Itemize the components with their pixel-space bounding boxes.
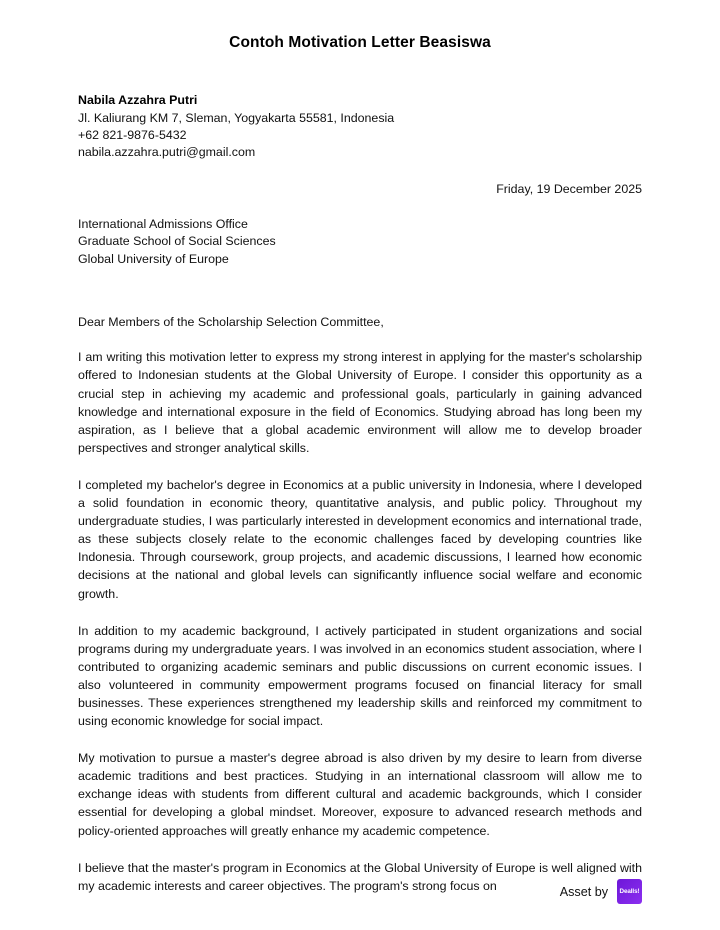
page-title: Contoh Motivation Letter Beasiswa	[229, 34, 491, 51]
sender-block	[78, 92, 642, 162]
sender-email: nabila.azzahra.putri@gmail.com	[78, 145, 256, 160]
letter-body	[78, 348, 642, 894]
sender-address: Jl. Kaliurang KM 7, Sleman, Yogyakarta 55581, Indonesia	[78, 111, 395, 125]
body-paragraph: In addition to my academic background, I actively participated in student organizations and social programs during my undergraduate years. I was involved in an economics student association, where I contributed to organizing academic seminars and public discussions on current economic issues. I also volunteered in community empowerment programs focused on financial literacy for small businesses. These experiences strengthened my leadership skills and reinforced my commitment to using economic knowledge for social impact.	[78, 623, 642, 729]
recipient-line-2: Graduate School of Social Sciences	[78, 234, 276, 249]
dealls-logo-icon	[617, 879, 642, 904]
body-paragraph: My motivation to pursue a master's degree abroad is also driven by my desire to learn from diverse academic traditions and best practices. Studying in an international classroom will allow me to exchange ideas with students from different cultural and academic backgrounds, which I consider essential for developing a global mindset. Moreover, exposure to advanced research methods and policy-oriented approaches will greatly enhance my academic competence.	[78, 751, 642, 838]
footer-attribution	[560, 879, 642, 904]
recipient-block	[78, 216, 642, 269]
body-paragraph: I am writing this motivation letter to express my strong interest in applying for the master's scholarship offered to Indonesian students at the Global University of Europe. I consider this opportunity as a crucial step in achieving my academic and professional goals, particularly in gaining advanced knowledge and international exposure in the field of Economics. Studying abroad has long been my aspiration, as I believe that a global academic environment will allow me to develop broader perspectives and stronger analytical skills.	[78, 350, 642, 455]
sender-phone: +62 821-9876-5432	[78, 128, 187, 143]
recipient-line-1: International Admissions Office	[78, 216, 248, 231]
letter-date: Friday, 19 December 2025	[496, 181, 642, 196]
body-paragraph: I believe that the master's program in Economics at the Global University of Europe is well aligned with my academic interests and career objectives. The program's strong focus on	[78, 860, 642, 893]
footer-label: Asset by	[559, 884, 608, 899]
salutation: Dear Members of the Scholarship Selection Committee,	[78, 315, 384, 330]
recipient-line-3: Global University of Europe	[78, 251, 229, 266]
body-paragraph: I completed my bachelor's degree in Economics at a public university in Indonesia, where I developed a solid foundation in economic theory, quantitative analysis, and public policy. Throughout my undergraduate studies, I was particularly interested in development economics and international trade, as these subjects closely relate to the economic challenges faced by developing countries like Indonesia. Through coursework, group projects, and academic discussions, I learned how economic decisions at the national and global levels can significantly influence social welfare and economic growth.	[78, 477, 642, 601]
brand-badge-label: Dealls!	[619, 888, 640, 895]
sender-name: Nabila Azzahra Putri	[78, 93, 198, 107]
